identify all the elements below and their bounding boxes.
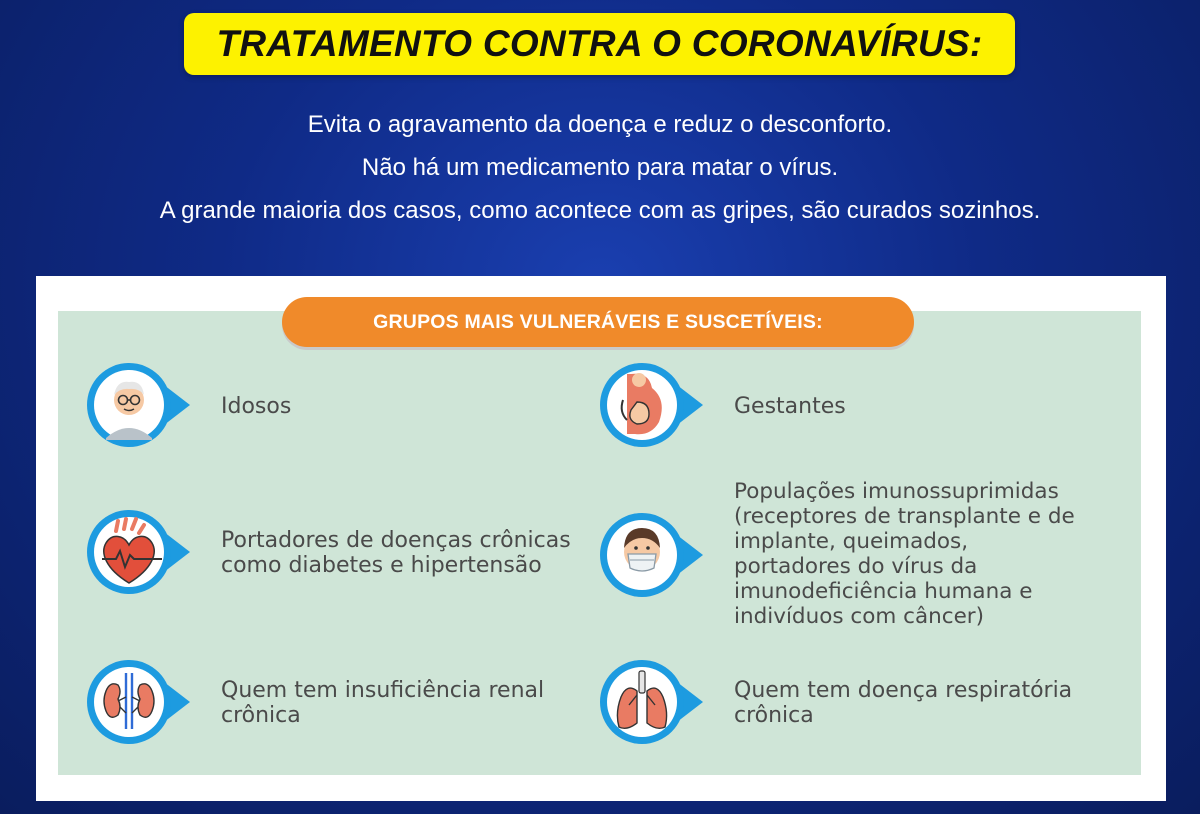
group-item-respiratory [597, 657, 1117, 749]
heart-icon [84, 507, 194, 597]
title-box [184, 13, 1015, 75]
page-title: TRATAMENTO CONTRA O CORONAVÍRUS: [216, 23, 983, 64]
group-label-immunosuppressed: Populações imunossuprimidas (receptores de transplante e de implante, queimados, portadores do vírus da imunodeficiência humana e indivíduos com câncer) [734, 479, 1075, 629]
masked-person-icon [597, 510, 707, 600]
group-label-kidney: Quem tem insuficiência renal crônica [221, 678, 545, 728]
group-item-pregnant [597, 360, 1117, 452]
group-label-respiratory: Quem tem doença respiratória crônica [734, 678, 1073, 728]
groups-banner [282, 297, 914, 347]
lungs-icon [597, 657, 707, 747]
intro-line-3: A grande maioria dos casos, como acontece com as gripes, são curados sozinhos. [159, 197, 1041, 224]
intro-line-2: Não há um medicamento para matar o vírus. [361, 154, 839, 181]
pregnant-woman-icon [597, 360, 707, 450]
intro-text [0, 112, 1200, 241]
group-label-elderly: Idosos [221, 394, 292, 419]
intro-line-1: Evita o agravamento da doença e reduz o desconforto. [307, 111, 893, 138]
group-item-immunosuppressed [597, 476, 1117, 636]
banner-label: GRUPOS MAIS VULNERÁVEIS E SUSCETÍVEIS: [373, 310, 823, 333]
elderly-person-icon [84, 360, 194, 450]
kidneys-icon [84, 657, 194, 747]
group-label-chronic: Portadores de doenças crônicas como diabetes e hipertensão [221, 528, 571, 578]
group-item-elderly [84, 360, 564, 452]
group-item-kidney [84, 657, 594, 749]
group-item-chronic [84, 507, 594, 599]
group-label-pregnant: Gestantes [734, 394, 846, 419]
